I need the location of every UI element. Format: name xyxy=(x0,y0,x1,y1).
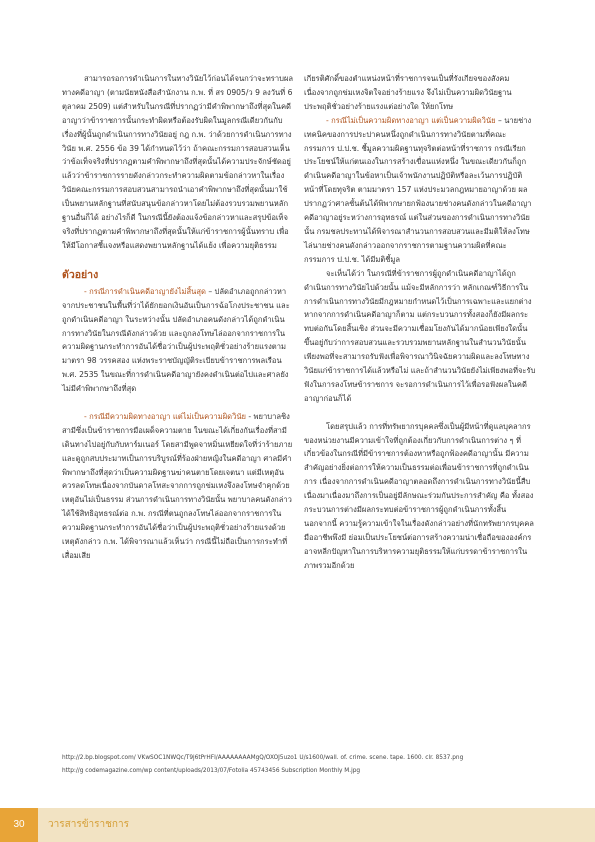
example-1-body: – ปลัดอำเภอถูกกล่าวหาจากประชาชนในพื้นที่ว่าได้ยักยอกเงินอันเป็นการฉ้อโกงประชาชน และถูกดำเนินคดีอาญา ในระหว่างนั้น ปลัดอำเภอคนดังกล่าวได้ถูกดำเนินการทางวินัยในกรณีดังกล่าวด้วย และถูกลงโทษไล่ออกจากราชการในความผิดฐานกระทำการอันได้ชื่อว่าเป็นผู้ประพฤติชั่วอย่างร้ายแรงตามมาตรา 98 วรรคสอง แห่งพระราชบัญญัติระเบียบข้าราชการพลเรือน พ.ศ. 2535 ในขณะที่การดำเนินคดีอาญายังคงดำเนินต่อไปและศาลยังไม่มีคำพิพากษาถึงที่สุด xyxy=(62,286,290,394)
example-heading: ตัวอย่าง xyxy=(62,268,99,281)
example-2-body: - พยาบาลชิงสามีซึ่งเป็นข้าราชการมือเผด็จความตาย ในขณะได้เกี่ยงกันเรื่องที่สามีเดินทางไปอยู่กับกับหาร์มเนอร์ โดยสามีพูดจาหมิ่นเหยียดใจที่ว่าร้ายภาย และดูถูกสบประมาทเป็นการบริบูรณ์ที่ร้องฝ่ายหญิงในคดีอาญา ศาลมีคำพิพากษาถึงที่สุดว่าเป็นความผิดฐานฆ่าคนตายโดยเจตนา แต่มีเหตุอันควรลดโทษเนื่องจากบันดาลโทสะจากการถูกข่มเหงจึงลงโทษจำคุกด้วยเหตุอันไม่เป็นธรรม ส่วนการดำเนินการทางวินัยนั้น พยาบาลคนดังกล่าวได้ใช้สิทธิอุทธรณ์ต่อ ก.พ. กรณีที่ตนถูกลงโทษไล่ออกจากราชการในความผิดฐานกระทำการอันได้ชื่อว่าเป็นผู้ประพฤติชั่วอย่างร้ายแรงด้วยเหตุดังกล่าว ก.พ. ได้พิจารณาแล้วเห็นว่า กรณีนี้ไม่ถือเป็นการกระทำที่เสื่อมเสีย xyxy=(62,411,293,560)
example-3 xyxy=(304,114,536,267)
conclusion-paragraph: โดยสรุปแล้ว การที่ทรัพยากรบุคคลซึ่งเป็นผู้มีหน้าที่ดูแลบุคลากรของหน่วยงานมีความเข้าใจที่ถูกต้องเกี่ยวกับการดำเนินการต่าง ๆ ที่เกี่ยวข้องในกรณีที่มีข้าราชการต้องหาหรือถูกฟ้องคดีอาญานั้น มีความสำคัญอย่างยิ่งต่อการให้ความเป็นธรรมต่อเพื่อนข้าราชการที่ถูกดำเนินการ เนื่องจากการดำเนินคดีอาญาตลอดถึงการดำเนินการทางวินัยนี้สืบเนื่องมาเนื่องมาถึงการเป็นอยู่มีลักษณะร่วมกันประการสำคัญ คือ ทั้งสองกระบวนการต่างมีผลกระทบต่อข้าราชการผู้ถูกดำเนินการทั้งสิ้น นอกจากนี้ ความรู้ความเข้าใจในเรื่องดังกล่าวอย่างที่นักทรัพยากรบุคคลมืออาชีพพึงมี ย่อมเป็นประโยชน์ต่อการสร้างความน่าเชื่อถือขององค์กรอาจหลีกปัญหาในการบริหารความยุติธรรมให้แก่บรรดาข้าราชการในภาพรวมอีกด้วย xyxy=(304,421,534,570)
page-number: 30 xyxy=(0,808,38,842)
image-sources xyxy=(62,752,542,778)
example-1-lead: - กรณีการดำเนินคดีอาญายังไม่สิ้นสุด xyxy=(84,286,206,296)
example-2 xyxy=(62,410,294,563)
source-url: http://2.bp.blogspot.com/ VKwSOC1NWQc/T9j6tPrHFI/AAAAAAAAMgQ/OXOJ5uzo1 U/s1600/wall. of. crime. scene. tape. 1600. clr. 8537.png xyxy=(62,755,464,761)
journal-title: วารสารข้าราชการ xyxy=(48,819,129,830)
analysis-paragraph: จะเห็นได้ว่า ในกรณีที่ข้าราชการผู้ถูกดำเนินคดีอาญาได้ถูกดำเนินการทางวินัยไปด้วยนั้น แม้จะมีหลักการว่า หลักเกณฑ์วิธีการในการดำเนินการทางวินัยมีกฎหมายกำหนดไว้เป็นการเฉพาะและแยกต่างหากจากการดำเนินคดีอาญาก็ตาม แต่กระบวนการทั้งสองก็ยังมีผลกระทบต่อกันโดยสิ้นเชิง ส่วนจะมีความเชื่อมโยงกันได้มากน้อยเพียงใดนั้น ขึ้นอยู่กับว่าการสอบสวนและรวบรวมพยานหลักฐานในสำนวนวินัยนั้นเพียงพอที่จะสามารถรับฟังเพื่อพิจารณาวินิจฉัยความผิดและลงโทษทางวินัยแก่ข้าราชการได้แล้วหรือไม่ และถ้าสำนวนวินัยยังไม่เพียงพอที่จะรับฟังในการลงโทษข้าราชการ จะรอการดำเนินการไว้เพื่อรอฟังผลในคดีอาญาก่อนก็ได้ xyxy=(304,268,536,403)
example-2-lead: - กรณีมีความผิดทางอาญา แต่ไม่เป็นความผิดวินัย xyxy=(84,411,246,421)
example-3-body: – นายช่างเทคนิคของการประปาคนหนึ่งถูกดำเนินการทางวินัยตามที่คณะกรรมการ ป.ป.ช. ชี้มูลความผิดฐานทุจริตต่อหน้าที่ราชการ กรณีเรียกประโยชน์ให้แก่ตนเองในการสร้างเขื่อนแห่งหนึ่ง ในขณะเดียวกันก็ถูกดำเนินคดีอาญาในข้อหาเป็นเจ้าพนักงานปฏิบัติหรือละเว้นการปฏิบัติหน้าที่โดยทุจริต ตามมาตรา 157 แห่งประมวลกฎหมายอาญาด้วย ผลปรากฏว่าศาลชั้นต้นได้พิพากษายกฟ้องนายช่างคนดังกล่าวในคดีอาญา คดีอาญาอยู่ระหว่างการอุทธรณ์ แต่ในส่วนของการดำเนินการทางวินัยนั้น กรมชลประทานได้พิจารณาสำนวนการสอบสวนและมีมติให้ลงโทษไล่นายช่างคนดังกล่าวออกจากราชการตามฐานความผิดที่คณะกรรมการ ป.ป.ช. ได้มีมติชี้มูล xyxy=(304,115,532,264)
page-footer xyxy=(0,808,595,842)
intro-paragraph: สามารถรอการดำเนินการในทางวินัยไว้ก่อนได้จนกว่าจะทราบผลทางคดีอาญา (ตามนัยหนังสือสำนักงาน ก.พ. ที่ สร 0905/ว 9 ลงวันที่ 6 ตุลาคม 2509) แต่สำหรับในกรณีที่ปรากฏว่ามีคำพิพากษาถึงที่สุดในคดีอาญาว่าข้าราชการนั้นกระทำผิดหรือต้องรับผิดในมูลกรณีเดียวกันกับเรื่องที่ผู้นั้นถูกดำเนินการทางวินัยอยู่ กฎ ก.พ. ว่าด้วยการดำเนินการทางวินัย พ.ศ. 2556 ข้อ 39 ได้กำหนดไว้ว่า ถ้าคณะกรรมการสอบสวนเห็นว่าข้อเท็จจริงที่ปรากฏตามคำพิพากษาถึงที่สุดนั้นได้ความประจักษ์ชัดอยู่แล้วว่าข้าราชการรายดังกล่าวกระทำความผิดตามข้อกล่าวหาในเรื่องวินัยคณะกรรมการสอบสวนสามารถนำเอาคำพิพากษาถึงที่สุดนั้นมาใช้เป็นพยานหลักฐานที่สนับสนุนข้อกล่าวหาโดยไม่ต้องรวบรวมพยานหลักฐานอื่นก็ได้ อย่างไรก็ดี ในกรณีนี้ยังต้องแจ้งข้อกล่าวหาและสรุปข้อเท็จจริงที่ปรากฏตามคำพิพากษาถึงที่สุดนั้นให้แก่ข้าราชการผู้นั้นทราบ เพื่อให้มีโอกาสชี้แจงหรือแสดงพยานหลักฐานได้แย้ง เพื่อความยุติธรรม xyxy=(62,74,294,250)
continued-paragraph: เกียรติศักดิ์ของตำแหน่งหน้าที่ราชการจนเป็นที่รังเกียจของสังคม เนื่องจากถูกข่มเหงจิตใจอย่างร้ายแรง จึงไม่เป็นความผิดวินัยฐานประพฤติชั่วอย่างร้ายแรงแต่อย่างใด ให้ยกโทษ xyxy=(304,74,512,111)
left-column xyxy=(62,72,294,563)
source-url: http://g codemagazine.com/wp content/uploads/2013/07/Fotolia 45743456 Subscription Monthly M.jpg xyxy=(62,768,361,774)
example-3-lead: - กรณีไม่เป็นความผิดทางอาญา แต่เป็นความผิดวินัย xyxy=(326,115,496,125)
example-1 xyxy=(62,285,294,396)
right-column xyxy=(304,72,536,573)
